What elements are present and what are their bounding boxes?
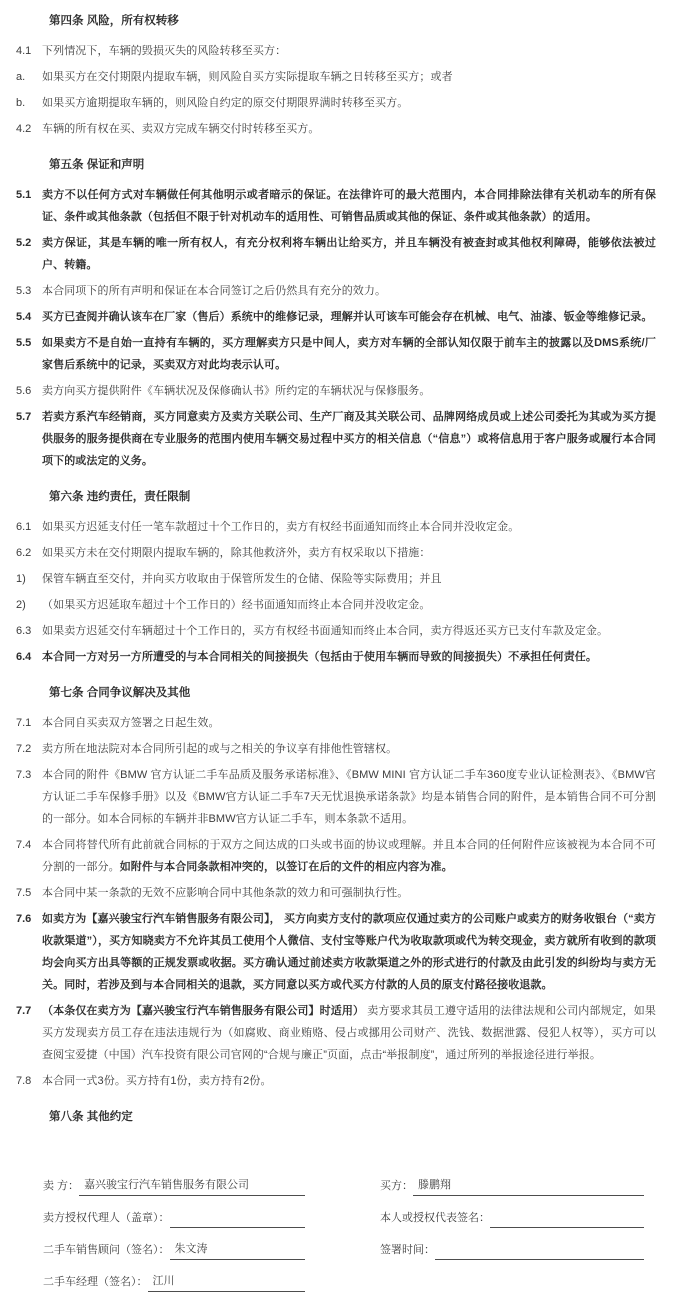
clause-row [16,40,656,62]
clause-number: 7.5 [16,887,32,899]
clause-row [16,92,656,114]
clause-row [16,764,656,830]
clause-number: 7.2 [16,743,32,755]
signature-area [16,1174,656,1302]
clause-row [16,332,656,376]
clause-number: 5.4 [16,311,32,323]
clause-number: 2) [16,599,26,611]
signature-row-buyer [380,1174,644,1196]
clause-row [16,184,656,228]
clause-number: 7.8 [16,1075,32,1087]
clause-number: 7.7 [16,1005,32,1017]
clause-text: 如果买方逾期提取车辆的，则风险自约定的原交付期限界满时转移至买方。 [42,97,409,109]
clause-row [16,834,656,878]
clause-number: 6.2 [16,547,32,559]
clause-number: 7.6 [16,913,32,925]
clause-number: 5.2 [16,237,32,249]
clause-row [16,516,656,538]
signature-line [413,1175,644,1196]
clause-text: 如果买方在交付期限内提取车辆，则风险自买方实际提取车辆之日转移至买方；或者 [42,71,453,83]
clause-row [16,66,656,88]
signature-label: 卖 方： [43,1180,80,1192]
clause-number: 6.3 [16,625,32,637]
clause-number: 5.5 [16,337,32,349]
signature-row-seller [43,1174,305,1196]
signature-row-sign-date [380,1238,644,1260]
signature-line [170,1239,306,1260]
signature-column-buyer [380,1174,644,1302]
clause-text: 本合同自买卖双方签署之日起生效。 [42,717,220,729]
signature-line [79,1175,305,1196]
clause-row [16,882,656,904]
clause-row [16,118,656,140]
signature-row-sales-consultant [43,1238,305,1260]
clause-number: 1) [16,573,26,585]
clause-text: 本合同的附件《BMW 官方认证二手车品质及服务承诺标准》、《BMW MINI 官方认证二手车360度专业认证检测表》、《BMW官方认证二手车保修手册》以及《BMW官方认证二手车7天无忧退换承诺条款》均是本销售合同的附件，是本销售合同不可分割的一部分。如本合同标的车辆并非BMW官方认证二手车，则本条款不适用。 [42,769,656,825]
signature-value: 嘉兴骏宝行汽车销售服务有限公司 [84,1179,250,1191]
clause-number: b. [16,97,26,109]
section-heading: 第七条 合同争议解决及其他 [49,687,191,699]
clause-text: 本合同中某一条款的无效不应影响合同中其他条款的效力和可强制执行性。 [42,887,409,899]
clause-text: 卖方向买方提供附件《车辆状况及保修确认书》所约定的车辆状况与保修服务。 [42,385,431,397]
clause-text-bold: 如附件与本合同条款相冲突的，以签订在后的文件的相应内容为准。 [119,861,453,873]
signature-label: 二手车销售顾问（签名）： [43,1244,170,1256]
clause-number: 5.1 [16,189,32,201]
signature-line [148,1271,306,1292]
clause-row [16,542,656,564]
clause-row [16,306,656,328]
clause-text: 如果买方迟延支付任一笔车款超过十个工作日的，卖方有权经书面通知而终止本合同并没收定金。 [42,521,520,533]
clause-number: 4.2 [16,123,32,135]
clause-row [16,1000,656,1066]
clause-row [16,620,656,642]
clause-number: 6.1 [16,521,32,533]
signature-line [435,1259,644,1260]
clause-row [16,908,656,996]
signature-label: 本人或授权代表签名： [380,1212,490,1224]
section-heading: 第五条 保证和声明 [49,159,145,171]
clause-number: 5.6 [16,385,32,397]
clause-text: 买方已查阅并确认该车在厂家（售后）系统中的维修记录，理解并认可该车可能会存在机械、电气、油漆、钣金等维修记录。 [42,311,653,323]
clause-row [16,568,656,590]
clause-text: 保管车辆直至交付，并向买方收取由于保管所发生的仓储、保险等实际费用；并且 [42,573,442,585]
section-heading: 第八条 其他约定 [49,1111,133,1123]
clause-row [16,646,656,668]
clause-text: 车辆的所有权在买、卖双方完成车辆交付时转移至买方。 [42,123,320,135]
signature-label: 买方： [380,1180,413,1192]
clause-row [16,280,656,302]
clause-row [16,738,656,760]
signature-line [490,1227,644,1228]
clause-row [16,1070,656,1092]
clause-number: 7.3 [16,769,32,781]
clause-text: 若卖方系汽车经销商，买方同意卖方及卖方关联公司、生产厂商及其关联公司、品牌网络成员或上述公司委托为其或为买方提供服务的服务提供商在专业服务的范围内使用车辆交易过程中买方的相关信息（“信息”）或将信息用于客户服务或履行本合同项下的或法定的义务。 [42,411,656,467]
clause-row [16,380,656,402]
clause-text: 本合同一方对另一方所遭受的与本合同相关的间接损失（包括由于使用车辆而导致的间接损失）不承担任何责任。 [42,651,597,663]
section-heading: 第六条 违约责任，责任限制 [49,491,191,503]
clause-text: 下列情况下，车辆的毁损灭失的风险转移至买方： [42,45,287,57]
clause-text-regular: 本合同将替代所有此前就合同标的于双方之间达成的口头或书面的协议或理解。并且本合同的任何附件应该被视为本合同不可分割的一部分。 [42,839,656,873]
section-heading: 第四条 风险，所有权转移 [49,15,179,27]
signature-row-buyer-sign [380,1206,644,1228]
clause-number: 5.3 [16,285,32,297]
signature-value: 江川 [152,1275,175,1287]
clause-text: 卖方所在地法院对本合同所引起的或与之相关的争议享有排他性管辖权。 [42,743,398,755]
signature-column-seller [43,1174,305,1302]
clause-text: （如果买方迟延取车超过十个工作日的）经书面通知而终止本合同并没收定金。 [42,599,431,611]
signature-line [170,1227,306,1228]
clause-text: 卖方不以任何方式对车辆做任何其他明示或者暗示的保证。在法律许可的最大范围内，本合同排除法律有关机动车的所有保证、条件或其他条款（包括但不限于针对机动车的适用性、可销售品质或其他的保证、条件或其他条款）的适用。 [42,189,656,223]
clause-row [16,232,656,276]
signature-value: 朱文涛 [174,1243,208,1255]
signature-label: 签署时间： [380,1244,435,1256]
clause-number: a. [16,71,26,83]
clause-number: 7.1 [16,717,32,729]
clause-text: 如果卖方不是自始一直持有车辆的，买方理解卖方只是中间人，卖方对车辆的全部认知仅限于前车主的披露以及DMS系统/厂家售后系统中的记录，买卖双方对此均表示认可。 [42,337,656,371]
signature-row-manager [43,1270,305,1292]
clause-text: 本合同一式3份。买方持有1份，卖方持有2份。 [42,1075,272,1087]
clause-number: 4.1 [16,45,32,57]
clause-text [42,834,656,878]
clause-number: 6.4 [16,651,32,663]
clause-number: 7.4 [16,839,32,851]
clause-text: 本合同项下的所有声明和保证在本合同签订之后仍然具有充分的效力。 [42,285,387,297]
signature-label: 卖方授权代理人（盖章）： [43,1212,170,1224]
clause-text: 如卖方为【嘉兴骏宝行汽车销售服务有限公司】， 买方向卖方支付的款项应仅通过卖方的公司账户或卖方的财务收银台（“卖方收款渠道”），买方知晓卖方不允许其员工使用个人微信、支付宝等账户代为收取款项或代为转交现金，卖方就所有收到的款项均会向买方出具等额的正规发票或收据。买方确认通过前述卖方收款渠道之外的形式进行的付款及由此引发的纠纷均与卖方无关。同时，若涉及到与本合同相关的退款，买方同意以买方或代买方付款的人员的原支付路径接收退款。 [42,913,656,991]
signature-row-seller-agent [43,1206,305,1228]
clause-row [16,406,656,472]
clause-text: 卖方保证，其是车辆的唯一所有权人，有充分权利将车辆出让给买方，并且车辆没有被查封或其他权利障碍，能够依法被过户、转籍。 [42,237,656,271]
clause-row [16,594,656,616]
clause-number: 5.7 [16,411,32,423]
signature-label: 二手车经理（签名）： [43,1276,148,1288]
clause-text: 如果买方未在交付期限内提取车辆的，除其他救济外，卖方有权采取以下措施： [42,547,431,559]
clause-text-bold: （本条仅在卖方为【嘉兴骏宝行汽车销售服务有限公司】时适用） [42,1005,365,1017]
signature-value: 滕鹏翔 [418,1179,451,1191]
clause-text [42,1000,656,1066]
clause-text: 如果卖方迟延交付车辆超过十个工作日的，买方有权经书面通知而终止本合同，卖方得返还买方已支付车款及定金。 [42,625,609,637]
clause-row [16,712,656,734]
clause-text-regular: 卖方要求其员工遵守适用的法律法规和公司内部规定，如果买方发现卖方员工存在违法违规行为（如腐败、商业贿赂、侵占或挪用公司财产、洗钱、数据泄露、侵犯人权等），买方可以查阅宝爱捷（中国）汽车投资有限公司官网的“合规与廉正”页面，点击“举报制度”，通过所列的举报途径进行举报。 [42,1005,656,1061]
